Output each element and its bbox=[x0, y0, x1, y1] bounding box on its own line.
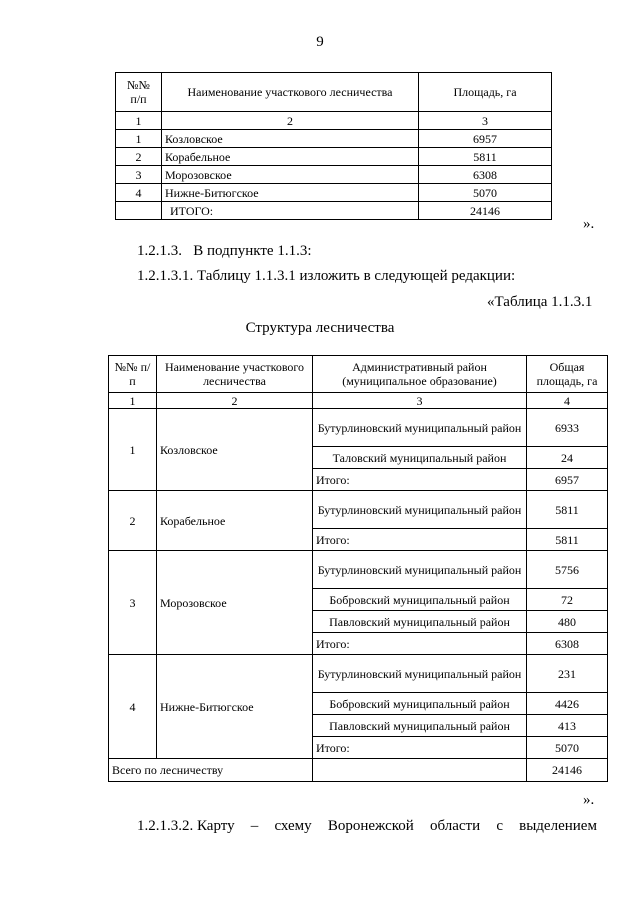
header-name: Наименование участкового лесничества bbox=[157, 356, 313, 393]
numbering-cell: 2 bbox=[157, 393, 313, 409]
numbering-cell: 3 bbox=[419, 112, 552, 130]
area-cell: 6933 bbox=[527, 409, 608, 447]
group-total-label: Итого: bbox=[313, 469, 527, 491]
paragraph-1-2-1-3-2 bbox=[137, 818, 597, 835]
table-numbering-row bbox=[116, 112, 552, 130]
table-row bbox=[109, 409, 608, 447]
group-name: Козловское bbox=[157, 409, 313, 491]
area-cell: 4426 bbox=[527, 693, 608, 715]
group-number: 2 bbox=[109, 491, 157, 551]
numbering-cell: 2 bbox=[162, 112, 419, 130]
group-name: Корабельное bbox=[157, 491, 313, 551]
district-cell: Бутурлиновский муниципальный район bbox=[313, 551, 527, 589]
quote-close: ». bbox=[583, 216, 595, 232]
table-numbering-row bbox=[109, 393, 608, 409]
area-cell: 5756 bbox=[527, 551, 608, 589]
total-value: 24146 bbox=[419, 202, 552, 220]
numbering-cell: 1 bbox=[116, 112, 162, 130]
numbering-cell: 3 bbox=[313, 393, 527, 409]
group-number: 1 bbox=[109, 409, 157, 491]
table-row bbox=[116, 166, 552, 184]
district-cell: Бутурлиновский муниципальный район bbox=[313, 491, 527, 529]
word: 1.2.1.3.2. Карту bbox=[137, 818, 235, 834]
word: области bbox=[430, 818, 481, 834]
group-name: Морозовское bbox=[157, 551, 313, 655]
group-total-label: Итого: bbox=[313, 737, 527, 759]
group-total-value: 5070 bbox=[527, 737, 608, 759]
empty-cell bbox=[116, 202, 162, 220]
district-cell: Бобровский муниципальный район bbox=[313, 693, 527, 715]
area-cell: 5811 bbox=[527, 491, 608, 529]
table-row bbox=[109, 491, 608, 529]
word: с bbox=[496, 818, 503, 834]
table-reference: «Таблица 1.1.3.1 bbox=[487, 294, 593, 310]
group-number: 4 bbox=[109, 655, 157, 759]
table-row bbox=[116, 184, 552, 202]
district-cell: Бутурлиновский муниципальный район bbox=[313, 655, 527, 693]
row-area: 5070 bbox=[419, 184, 552, 202]
area-cell: 413 bbox=[527, 715, 608, 737]
table-row bbox=[116, 148, 552, 166]
district-cell: Таловский муниципальный район bbox=[313, 447, 527, 469]
paragraph-1-2-1-3-1: 1.2.1.3.1. Таблицу 1.1.3.1 изложить в следующей редакции: bbox=[137, 268, 516, 284]
header-name: Наименование участкового лесничества bbox=[162, 73, 419, 112]
district-cell: Павловский муниципальный район bbox=[313, 611, 527, 633]
paragraph-1-2-1-3: 1.2.1.3. В подпункте 1.1.3: bbox=[137, 243, 312, 259]
numbering-cell: 4 bbox=[527, 393, 608, 409]
group-total-value: 5811 bbox=[527, 529, 608, 551]
word: выделением bbox=[519, 818, 597, 834]
grand-total-label: Всего по лесничеству bbox=[109, 759, 313, 782]
row-area: 5811 bbox=[419, 148, 552, 166]
table-header-row bbox=[116, 73, 552, 112]
header-area: Общая площадь, га bbox=[527, 356, 608, 393]
group-number: 3 bbox=[109, 551, 157, 655]
row-number: 3 bbox=[116, 166, 162, 184]
table-header-row bbox=[109, 356, 608, 393]
row-number: 1 bbox=[116, 130, 162, 148]
row-area: 6957 bbox=[419, 130, 552, 148]
area-cell: 480 bbox=[527, 611, 608, 633]
header-area: Площадь, га bbox=[419, 73, 552, 112]
numbering-cell: 1 bbox=[109, 393, 157, 409]
table-total-row bbox=[116, 202, 552, 220]
area-cell: 72 bbox=[527, 589, 608, 611]
empty-cell bbox=[313, 759, 527, 782]
table-title: Структура лесничества bbox=[245, 320, 395, 336]
area-cell: 231 bbox=[527, 655, 608, 693]
total-label: ИТОГО: bbox=[162, 202, 419, 220]
row-number: 2 bbox=[116, 148, 162, 166]
group-name: Нижне-Битюгское bbox=[157, 655, 313, 759]
header-district: Административный район (муниципальное образование) bbox=[313, 356, 527, 393]
group-total-value: 6308 bbox=[527, 633, 608, 655]
page-number: 9 bbox=[316, 34, 324, 50]
row-number: 4 bbox=[116, 184, 162, 202]
table-row bbox=[116, 130, 552, 148]
row-name: Козловское bbox=[162, 130, 419, 148]
table-forestry-structure bbox=[108, 355, 608, 782]
grand-total-row bbox=[109, 759, 608, 782]
group-total-value: 6957 bbox=[527, 469, 608, 491]
group-total-label: Итого: bbox=[313, 633, 527, 655]
district-cell: Бутурлиновский муниципальный район bbox=[313, 409, 527, 447]
quote-close: ». bbox=[583, 792, 595, 808]
grand-total-value: 24146 bbox=[527, 759, 608, 782]
row-area: 6308 bbox=[419, 166, 552, 184]
word: схему bbox=[274, 818, 312, 834]
word: – bbox=[250, 818, 259, 834]
row-name: Нижне-Битюгское bbox=[162, 184, 419, 202]
row-name: Морозовское bbox=[162, 166, 419, 184]
table-row bbox=[109, 655, 608, 693]
area-cell: 24 bbox=[527, 447, 608, 469]
table-forestry-area bbox=[115, 72, 552, 220]
row-name: Корабельное bbox=[162, 148, 419, 166]
district-cell: Бобровский муниципальный район bbox=[313, 589, 527, 611]
header-number: №№ п/п bbox=[116, 73, 162, 112]
district-cell: Павловский муниципальный район bbox=[313, 715, 527, 737]
header-number: №№ п/п bbox=[109, 356, 157, 393]
group-total-label: Итого: bbox=[313, 529, 527, 551]
word: Воронежской bbox=[327, 818, 414, 834]
table-row bbox=[109, 551, 608, 589]
